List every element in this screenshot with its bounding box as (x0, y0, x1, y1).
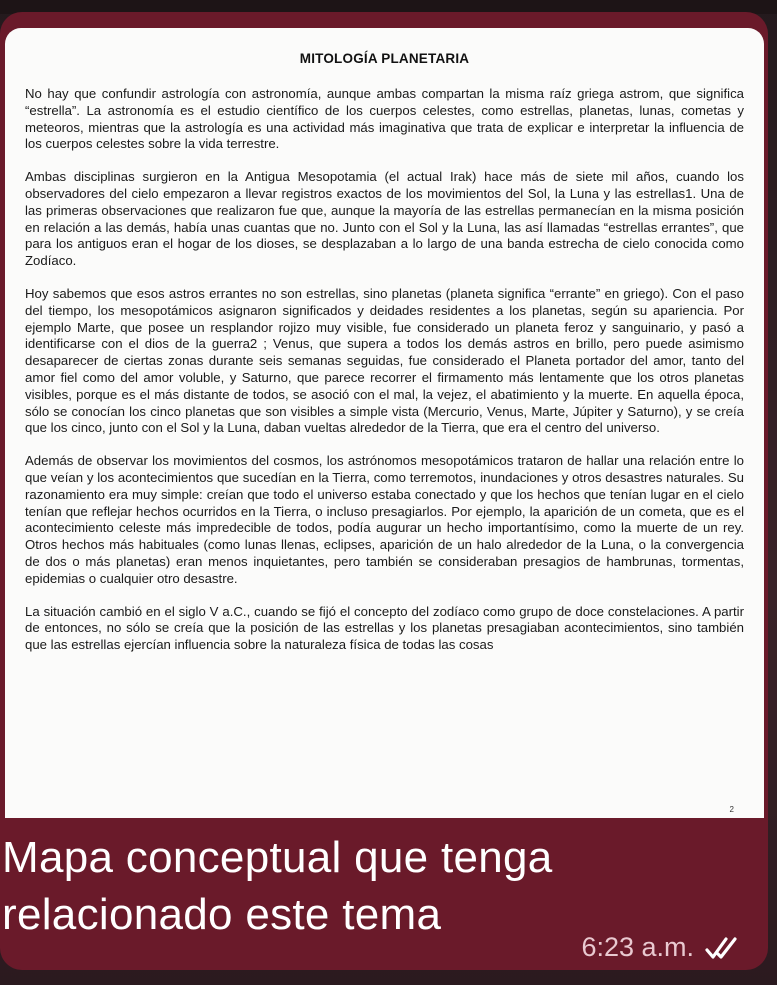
double-check-icon (704, 935, 738, 961)
document-paragraph: La situación cambió en el siglo V a.C., cuando se fijó el concepto del zodíaco como grupo de doce constelaciones. A partir de entonces, no sólo se creía que la posición de las estrellas y los planetas presagiaban acontecimientos, sino también que las estrellas ejercían influencia sobre la naturaleza física de todas las cosas (25, 603, 744, 653)
document-paragraph: Ambas disciplinas surgieron en la Antigua Mesopotamia (el actual Irak) hace más de siete mil años, cuando los observadores del cielo empezaron a llevar registros exactos de los movimientos del Sol, la Luna y las estrellas1. Una de las primeras observaciones que realizaron fue que, aunque la mayoría de las estrellas permanecían en la misma posición en relación a las demás, había unas cuantas que no. Junto con el Sol y la Luna, las así llamadas “estrellas errantes”, que para los antiguos eran el hogar de los dioses, se desplazaban a lo largo de una banda estrecha de cielo conocida como Zodíaco. (25, 169, 744, 269)
page-number: 2 (729, 805, 734, 814)
document-paragraph: Además de observar los movimientos del cosmos, los astrónomos mesopotámicos trataron de hallar una relación entre lo que veían y los acontecimientos que sucedían en la Tierra, como terremotos, inundaciones y otros desastres naturales. Su razonamiento era muy simple: creían que todo el universo estaba conectado y que los hechos que tenían lugar en el cielo tenían que reflejar hechos ocurridos en la Tierra, o incluso presagiarlos. Por ejemplo, la aparición de un cometa, que es el acontecimiento celeste más impredecible de todos, podía augurar un hecho importantísimo, como la muerte de un rey. Otros hechos más habituales (como lunas llenas, eclipses, aparición de un halo alrededor de la Luna, o la convergencia de dos o más planetas) eran menos inquietantes, pero también se consideraban presagios de hambrunas, tormentas, epidemias o cualquier otro desastre. (25, 453, 744, 586)
message-time: 6:23 a.m. (581, 932, 694, 962)
caption-line: relacionado este tema (2, 890, 442, 939)
caption-line: Mapa conceptual que tenga (2, 833, 553, 882)
message-caption (2, 829, 742, 943)
message-meta (581, 932, 738, 963)
document-title: MITOLOGÍA PLANETARIA (299, 51, 470, 66)
message-bubble[interactable] (0, 12, 768, 970)
document-image[interactable] (5, 28, 764, 818)
document-paragraph: Hoy sabemos que esos astros errantes no son estrellas, sino planetas (planeta significa “errante” en griego). Con el paso del tiempo, los mesopotámicos asignaron significados y deidades residentes a los planetas, según su apariencia. Por ejemplo Marte, que posee un resplandor rojizo muy visible, fue considerado un planeta feroz y sanguinario, y pasó a identificarse con el dios de la guerra2 ; Venus, que supera a todos los demás astros en brillo, pero puede asimismo desaparecer de ciertas zonas durante seis semanas seguidas, fue considerado el Planeta portador del amor, tanto del amor fiel como del amor voluble, y Saturno, que parece recorrer el firmamento más lentamente que los otros planetas visibles, porque es el más distante de todos, se asoció con el mal, la vejez, el abatimiento y la muerte. En aquella época, sólo se conocían los cinco planetas que son visibles a simple vista (Mercurio, Venus, Marte, Júpiter y Saturno), y se creía que los cinco, junto con el Sol y la Luna, daban vueltas alrededor de la Tierra, que era el centro del universo. (25, 285, 744, 436)
document-paragraph: No hay que confundir astrología con astronomía, aunque ambas compartan la misma raíz griega astrom, que significa “estrella”. La astronomía es el estudio científico de los cuerpos celestes, como estrellas, planetas, lunas, cometas y meteoros, mientras que la astrología es una actividad más imaginativa que trata de explicar e interpretar la influencia de los cuerpos celestes sobre la vida terrestre. (25, 86, 744, 152)
